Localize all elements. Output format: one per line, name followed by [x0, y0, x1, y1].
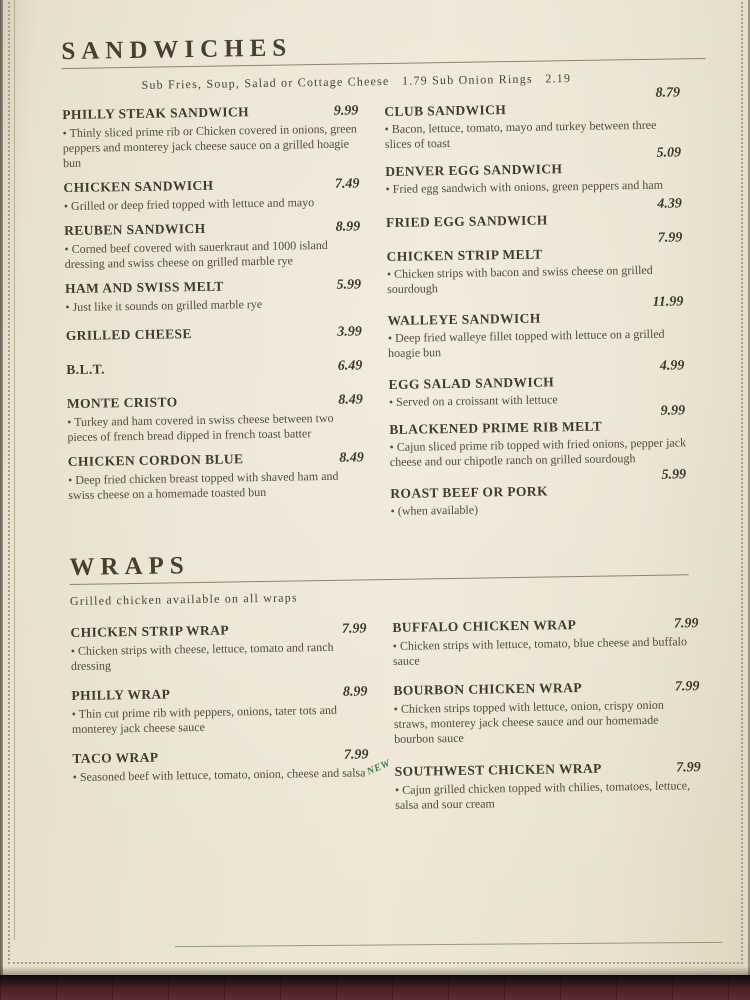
- item-name: BOURBON CHICKEN WRAP: [393, 679, 583, 698]
- item-description: • Seasoned beef with lettuce, tomato, onion, cheese and salsa: [72, 765, 366, 784]
- item-price: 6.49: [337, 358, 363, 374]
- bottom-rule: [175, 942, 722, 947]
- item-name: CHICKEN SANDWICH: [63, 177, 214, 196]
- menu-item: [392, 615, 715, 669]
- item-price: 7.99: [341, 621, 367, 637]
- item-name: CHICKEN STRIP WRAP: [70, 622, 230, 641]
- left-inner-rule: [14, 0, 15, 940]
- menu-item: [62, 102, 359, 171]
- sandwiches-columns: [62, 85, 712, 524]
- item-price: 4.39: [657, 196, 682, 212]
- item-description: • (when available): [390, 502, 479, 518]
- section-title: SANDWICHES: [61, 34, 293, 66]
- wraps-header: [69, 544, 713, 589]
- wraps-left-column: [70, 620, 368, 785]
- item-name: DENVER EGG SANDWICH: [385, 161, 563, 180]
- menu-item: [386, 230, 709, 297]
- menu-item: [365, 757, 718, 813]
- item-price: 3.99: [337, 324, 362, 340]
- wraps-right-column: [365, 615, 717, 813]
- menu-item: [70, 620, 367, 674]
- section-sandwiches: [61, 28, 713, 524]
- sandwiches-header: [61, 28, 705, 73]
- item-description: • Just like it sounds on grilled marble rye: [65, 296, 263, 315]
- item-price: 11.99: [652, 294, 684, 310]
- item-name: CLUB SANDWICH: [384, 102, 507, 120]
- item-description: • Cajun grilled chicken topped with chilies, tomatoes, lettuce, salsa and sour cream: [394, 778, 691, 812]
- item-price: 5.99: [661, 467, 687, 483]
- menu-item: [393, 678, 716, 747]
- item-price: 5.09: [656, 145, 682, 161]
- item-name: TACO WRAP: [72, 749, 159, 766]
- wraps-columns: [70, 615, 717, 818]
- item-description: • Thin cut prime rib with peppers, onions, tater tots and monterey jack cheese sauce: [71, 702, 338, 736]
- item-price: 7.99: [673, 616, 699, 632]
- menu-content: [61, 28, 717, 818]
- item-description: • Thinly sliced prime rib or Chicken covered in onions, green peppers and monterey jack cheese sauce on a grilled hoagie bun: [62, 121, 357, 171]
- menu-item: [63, 175, 359, 214]
- menu-item: [385, 196, 708, 231]
- item-name: MONTE CRISTO: [66, 394, 178, 412]
- item-description: • Chicken strips with bacon and swiss cheese on grilled sourdough: [386, 262, 653, 296]
- menu-item: [66, 323, 362, 345]
- item-description: • Fried egg sandwich with onions, green peppers and ham: [385, 177, 664, 197]
- item-description: • Deep fried walleye fillet topped with lettuce on a grilled hoagie bun: [387, 326, 665, 360]
- menu-item: [385, 145, 707, 197]
- item-name: BUFFALO CHICKEN WRAP: [392, 617, 577, 635]
- item-price: 8.49: [339, 450, 364, 466]
- menu-item: [71, 683, 368, 737]
- sandwiches-left-column: [62, 102, 364, 503]
- item-name: FRIED EGG SANDWICH: [385, 212, 548, 231]
- item-price: 4.99: [659, 358, 685, 374]
- item-description: • Grilled or deep fried topped with lettuce and mayo: [63, 195, 315, 214]
- item-description: • Chicken strips with cheese, lettuce, tomato and ranch dressing: [70, 639, 334, 674]
- menu-item: [68, 449, 365, 503]
- item-price: 7.49: [334, 176, 360, 192]
- section-title: WRAPS: [69, 552, 190, 582]
- item-name: REUBEN SANDWICH: [64, 220, 206, 239]
- menu-item: [66, 357, 362, 379]
- section-wraps: [69, 544, 717, 818]
- item-price: 7.99: [676, 760, 701, 776]
- new-badge: NEW: [365, 757, 393, 778]
- item-description: • Corned beef covered with sauerkraut and 1000 island dressing and swiss cheese on grilled marble rye: [64, 237, 328, 272]
- item-price: 8.99: [335, 219, 361, 235]
- item-name: ROAST BEEF OR PORK: [390, 483, 549, 501]
- item-description: • Chicken strips with lettuce, tomato, blue cheese and buffalo sauce: [392, 634, 688, 668]
- menu-item: [64, 218, 361, 272]
- photo-left-edge: [0, 0, 3, 976]
- item-description: • Turkey and ham covered in swiss cheese between two pieces of french bread dipped in french toast batter: [67, 410, 334, 445]
- section-subtitle: Sub Fries, Soup, Salad or Cottage Cheese 1.79 Sub Onion Rings 2.19: [141, 71, 572, 92]
- item-price: 7.99: [657, 230, 683, 246]
- menu-item: [390, 467, 712, 519]
- item-price: 8.79: [655, 85, 681, 101]
- item-description: • Cajun sliced prime rib topped with fried onions, pepper jack cheese and our chipotle ranch on grilled sourdough: [389, 435, 687, 469]
- item-name: B.L.T.: [66, 361, 105, 378]
- section-subtitle: Grilled chicken available on all wraps: [69, 590, 298, 609]
- menu-item: [67, 391, 364, 445]
- item-price: 7.99: [343, 747, 369, 763]
- item-description: • Served on a croissant with lettuce: [388, 392, 558, 409]
- sandwiches-right-column: [384, 85, 713, 519]
- item-price: 5.99: [336, 277, 362, 293]
- item-name: SOUTHWEST CHICKEN WRAP: [394, 760, 602, 779]
- menu-item: [389, 403, 712, 470]
- item-name: PHILLY STEAK SANDWICH: [62, 104, 250, 123]
- item-price: 9.99: [333, 103, 359, 119]
- item-price: 7.99: [674, 679, 700, 695]
- item-name: PHILLY WRAP: [71, 686, 171, 704]
- item-name: CHICKEN STRIP MELT: [386, 246, 543, 264]
- item-name: GRILLED CHEESE: [65, 326, 192, 344]
- item-name: BLACKENED PRIME RIB MELT: [389, 418, 603, 437]
- menu-item: [65, 276, 361, 315]
- menu-item: [387, 294, 710, 361]
- menu-item: [72, 746, 368, 785]
- menu-cover: [0, 975, 750, 1000]
- item-name: HAM AND SWISS MELT: [64, 278, 224, 297]
- item-name: CHICKEN CORDON BLUE: [67, 451, 244, 470]
- item-price: 8.99: [342, 684, 368, 700]
- item-price: 8.49: [338, 392, 363, 408]
- item-name: EGG SALAD SANDWICH: [388, 374, 555, 392]
- item-description: • Chicken strips topped with lettuce, onion, crispy onion straws, monterey jack cheese sauce and our homemade bourbon sauce: [393, 697, 664, 746]
- item-name: WALLEYE SANDWICH: [387, 310, 541, 328]
- item-description: • Deep fried chicken breast topped with shaved ham and swiss cheese on a homemade toasted bun: [67, 468, 339, 503]
- item-description: • Bacon, lettuce, tomato, mayo and turkey between three slices of toast: [384, 117, 657, 152]
- item-price: 9.99: [660, 403, 686, 419]
- menu-item: [384, 85, 707, 152]
